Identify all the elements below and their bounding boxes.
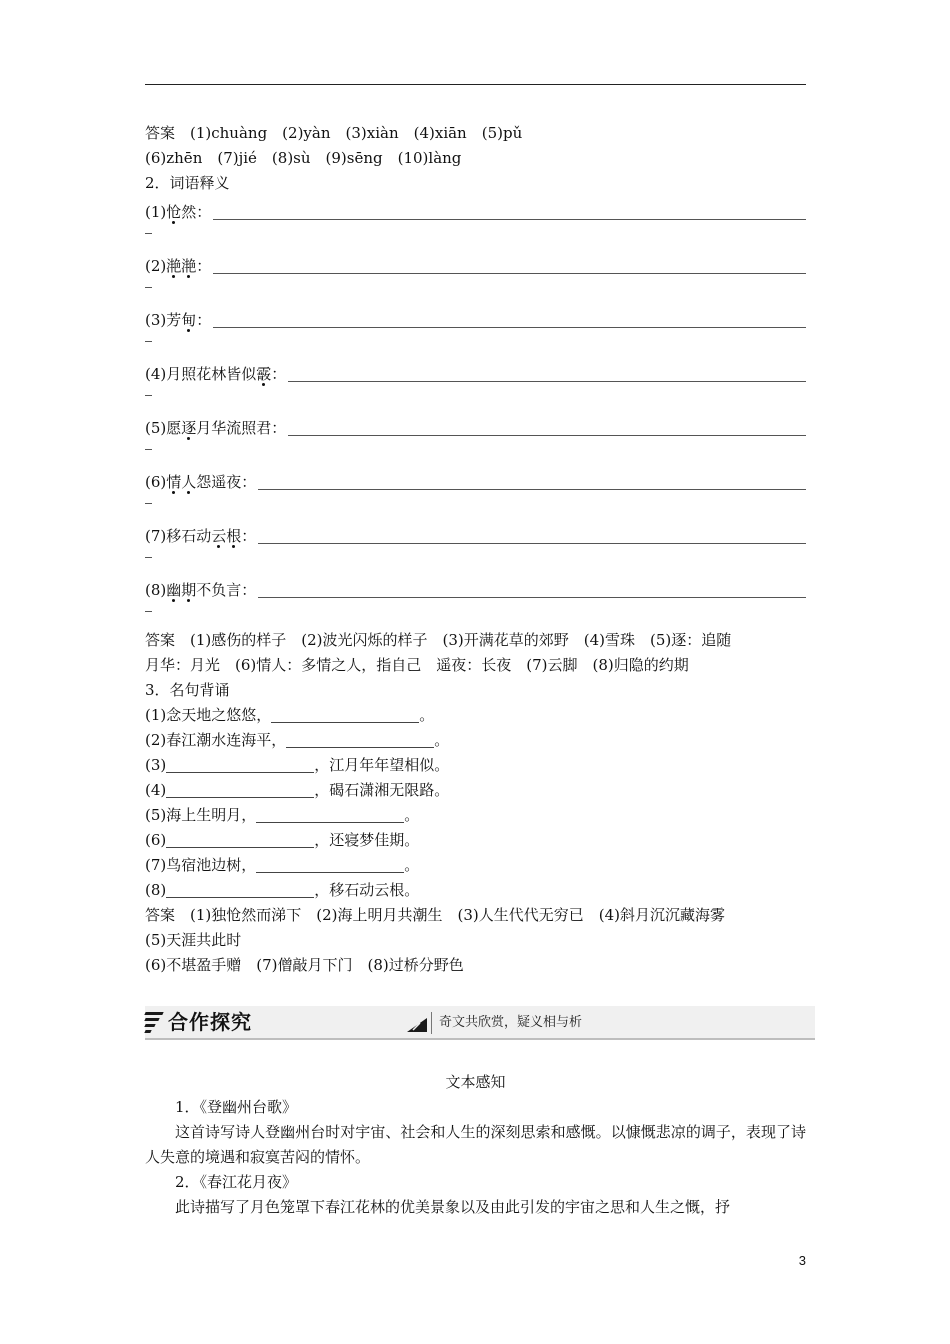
recitation-blank[interactable] xyxy=(271,706,419,723)
recitation-blank[interactable] xyxy=(166,881,314,898)
emphasized-term: 云根 xyxy=(211,527,242,545)
answer-blank-continuation xyxy=(145,601,806,628)
definition-label: (8)幽期不负言： xyxy=(145,581,257,599)
answer-blank-continuation xyxy=(145,493,806,520)
answer-blank[interactable] xyxy=(258,470,806,490)
answer-blank[interactable] xyxy=(213,308,806,328)
recitation-answer-line-2: (5)天涯共此时 xyxy=(145,931,242,949)
recitation-blank[interactable] xyxy=(256,856,404,873)
emphasized-term: 甸 xyxy=(181,311,197,329)
recitation-answer-line-3: (6)不堪盈手赠 (7)僧敲月下门 (8)过桥分野色 xyxy=(145,956,464,974)
definition-label: (7)移石动云根： xyxy=(145,527,257,545)
recitation-list xyxy=(145,703,806,903)
pronunciation-answer-line-2: (6)zhēn (7)jié (8)sù (9)sēng (10)làng xyxy=(145,149,462,167)
definition-label: (6)情人怨遥夜： xyxy=(145,473,257,491)
poem-2-body: 此诗描写了月色笼罩下春江花林的优美景象以及由此引发的宇宙之思和人生之慨，抒 xyxy=(175,1198,731,1216)
definition-row xyxy=(145,250,806,277)
answer-blank[interactable] xyxy=(258,524,806,544)
recitation-item: (3) ，江月年年望相似。 xyxy=(145,756,450,774)
stripes-icon xyxy=(145,1012,163,1032)
banner-divider xyxy=(431,1012,432,1034)
definition-row xyxy=(145,196,806,223)
exercise-content xyxy=(145,121,806,978)
poem-2-title: 2．《春江花月夜》 xyxy=(175,1173,298,1191)
definition-row xyxy=(145,466,806,493)
emphasized-term: 情人 xyxy=(166,473,197,491)
text-perception-section xyxy=(145,1070,806,1220)
recitation-item: (8) ，移石动云根。 xyxy=(145,881,420,899)
definition-row xyxy=(145,412,806,439)
poem-1-body: 这首诗写诗人登幽州台时对宇宙、社会和人生的深刻思索和感慨。以慷慨悲凉的调子，表现了诗人失意的境遇和寂寞苦闷的情怀。 xyxy=(145,1123,806,1166)
definition-row xyxy=(145,520,806,547)
banner-title: 合作探究 xyxy=(168,1010,252,1034)
recitation-blank[interactable] xyxy=(286,731,434,748)
answer-blank-continuation xyxy=(145,223,806,250)
answer-blank[interactable] xyxy=(258,578,806,598)
definition-label: (4)月照花林皆似霰： xyxy=(145,365,287,383)
banner-subtitle: 奇文共欣赏，疑义相与析 xyxy=(439,1015,583,1030)
answer-blank-continuation xyxy=(145,331,806,358)
recitation-item: (5)海上生明月， 。 xyxy=(145,806,420,824)
definitions-answer-line-2: 月华：月光 (6)情人：多情之人，指自己 遥夜：长夜 (7)云脚 (8)归隐的约期 xyxy=(145,656,689,674)
answer-blank[interactable] xyxy=(213,200,806,220)
emphasized-term: 逐 xyxy=(181,419,197,437)
wedge-icon xyxy=(407,1018,427,1032)
recitation-item: (2)春江潮水连海平， 。 xyxy=(145,731,450,749)
definition-row xyxy=(145,574,806,601)
definitions-heading: 2．词语释义 xyxy=(145,174,230,192)
answer-blank-continuation xyxy=(145,385,806,412)
definition-label: (1)怆然： xyxy=(145,203,212,221)
recitation-item: (7)鸟宿池边树， 。 xyxy=(145,856,420,874)
definition-list xyxy=(145,196,806,628)
emphasized-term: 怆 xyxy=(166,203,182,221)
answer-blank[interactable] xyxy=(213,254,806,274)
pronunciation-answer-line-1: 答案 (1)chuàng (2)yàn (3)xiàn (4)xiān (5)pǔ xyxy=(145,124,523,142)
answer-blank-continuation xyxy=(145,277,806,304)
recitation-item: (4) ，碣石潇湘无限路。 xyxy=(145,781,450,799)
recitation-blank[interactable] xyxy=(166,756,314,773)
definition-label: (2)滟滟： xyxy=(145,257,212,275)
emphasized-term: 滟滟 xyxy=(166,257,197,275)
recitation-answer-line-1: 答案 (1)独怆然而涕下 (2)海上明月共潮生 (3)人生代代无穷已 (4)斜月沉沉藏海雾 xyxy=(145,906,725,924)
emphasized-term: 霰 xyxy=(256,365,272,383)
recitation-blank[interactable] xyxy=(166,831,314,848)
answer-blank-continuation xyxy=(145,439,806,466)
definition-row xyxy=(145,358,806,385)
header-rule xyxy=(145,84,806,85)
page-number: 3 xyxy=(798,1253,806,1268)
recitation-item: (6) ，还寝梦佳期。 xyxy=(145,831,420,849)
poem-1-title: 1．《登幽州台歌》 xyxy=(175,1098,298,1116)
answer-blank[interactable] xyxy=(288,362,806,382)
emphasized-term: 幽期 xyxy=(166,581,197,599)
section-banner xyxy=(145,1006,815,1040)
recitation-blank[interactable] xyxy=(256,806,404,823)
definitions-answer-line-1: 答案 (1)感伤的样子 (2)波光闪烁的样子 (3)开满花草的郊野 (4)雪珠 (5)逐：追随 xyxy=(145,631,732,649)
answer-blank[interactable] xyxy=(288,416,806,436)
section-heading: 文本感知 xyxy=(445,1073,506,1091)
recitation-item: (1)念天地之悠悠， 。 xyxy=(145,706,435,724)
definition-row xyxy=(145,304,806,331)
answer-blank-continuation xyxy=(145,547,806,574)
banner-underline xyxy=(145,1038,815,1040)
recitation-blank[interactable] xyxy=(166,781,314,798)
definition-label: (3)芳甸： xyxy=(145,311,212,329)
definition-label: (5)愿逐月华流照君： xyxy=(145,419,287,437)
recitation-heading: 3．名句背诵 xyxy=(145,681,230,699)
